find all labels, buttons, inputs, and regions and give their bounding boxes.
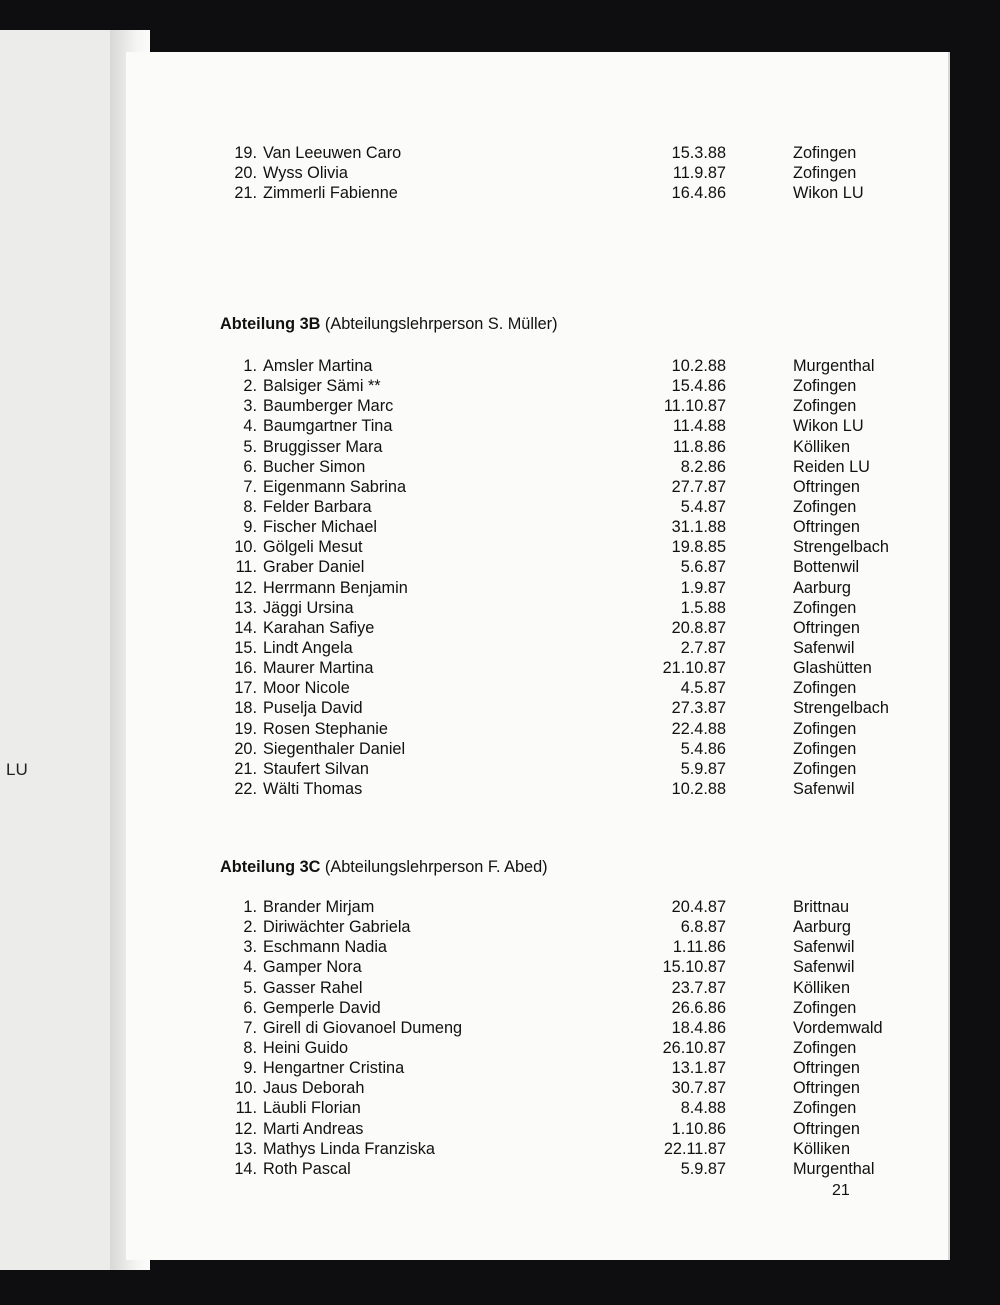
entry-place: Safenwil bbox=[793, 638, 855, 657]
entry-name: Bucher Simon bbox=[263, 457, 366, 476]
entry-number: 12. bbox=[234, 578, 257, 597]
entry-birthdate: 18.4.86 bbox=[671, 1018, 726, 1037]
entry-name: Wälti Thomas bbox=[263, 779, 363, 798]
entry-number: 14. bbox=[234, 618, 257, 637]
list-item bbox=[220, 619, 880, 639]
entry-number: 6. bbox=[243, 457, 257, 476]
entry-birthdate: 11.4.88 bbox=[672, 417, 726, 436]
section-title-3c-bold: Abteilung 3C bbox=[220, 858, 321, 876]
entry-number: 11. bbox=[235, 558, 257, 577]
entry-birthdate: 21.10.87 bbox=[662, 659, 726, 678]
right-page bbox=[126, 52, 948, 1260]
entry-birthdate: 27.7.87 bbox=[671, 477, 726, 496]
list-item bbox=[220, 1079, 880, 1099]
entry-place: Oftringen bbox=[793, 618, 860, 637]
entry-number: 20. bbox=[234, 739, 257, 758]
entry-number: 5. bbox=[243, 437, 257, 456]
entry-name: Maurer Martina bbox=[263, 659, 374, 678]
entry-name: Balsiger Sämi ** bbox=[263, 377, 381, 396]
list-item bbox=[220, 599, 880, 619]
entry-birthdate: 16.4.86 bbox=[671, 184, 726, 203]
entry-name: Puselja David bbox=[263, 699, 363, 718]
entry-place: Reiden LU bbox=[793, 457, 870, 476]
entry-birthdate: 31.1.88 bbox=[671, 518, 726, 537]
entry-birthdate: 1.11.86 bbox=[672, 938, 726, 957]
list-item bbox=[220, 478, 880, 498]
entry-birthdate: 20.4.87 bbox=[671, 898, 726, 916]
entry-place: Glashütten bbox=[793, 659, 872, 678]
entry-number: 10. bbox=[234, 538, 257, 557]
list-item bbox=[220, 1039, 880, 1059]
entry-number: 1. bbox=[243, 898, 257, 916]
entry-name: Heini Guido bbox=[263, 1038, 349, 1057]
entry-number: 18. bbox=[234, 699, 257, 718]
list-item bbox=[220, 1099, 880, 1119]
entry-place: Wikon LU bbox=[793, 417, 864, 436]
entry-number: 9. bbox=[243, 518, 257, 537]
list-item bbox=[220, 918, 880, 938]
entry-name: Eschmann Nadia bbox=[263, 938, 387, 957]
entry-birthdate: 15.3.88 bbox=[671, 144, 726, 162]
entry-birthdate: 5.6.87 bbox=[680, 558, 726, 577]
list-item bbox=[220, 898, 880, 918]
list-item bbox=[220, 377, 880, 397]
section-title-3b-bold: Abteilung 3B bbox=[220, 315, 321, 333]
entry-birthdate: 20.8.87 bbox=[671, 618, 726, 637]
entry-number: 13. bbox=[234, 1139, 257, 1158]
entry-name: Amsler Martina bbox=[263, 357, 373, 375]
entry-number: 11. bbox=[235, 1099, 257, 1118]
entry-name: Gölgeli Mesut bbox=[263, 538, 363, 557]
list-item bbox=[220, 357, 880, 377]
entry-place: Zofingen bbox=[793, 679, 857, 698]
entry-name: Karahan Safiye bbox=[263, 618, 375, 637]
entry-name: Roth Pascal bbox=[263, 1159, 351, 1178]
entry-place: Zofingen bbox=[793, 497, 857, 516]
entry-number: 8. bbox=[243, 1038, 257, 1057]
list-item bbox=[220, 760, 880, 780]
entry-name: Gasser Rahel bbox=[263, 978, 363, 997]
entry-birthdate: 15.4.86 bbox=[671, 377, 726, 396]
entry-place: Zofingen bbox=[793, 598, 857, 617]
entry-name: Bruggisser Mara bbox=[263, 437, 383, 456]
entry-place: Wikon LU bbox=[793, 184, 864, 203]
list-item bbox=[220, 679, 880, 699]
entry-birthdate: 5.9.87 bbox=[680, 759, 726, 778]
entry-birthdate: 1.10.86 bbox=[671, 1119, 726, 1138]
entry-number: 7. bbox=[243, 477, 257, 496]
entry-birthdate: 27.3.87 bbox=[671, 699, 726, 718]
list-item bbox=[220, 417, 880, 437]
entry-number: 6. bbox=[243, 998, 257, 1017]
entry-birthdate: 1.9.87 bbox=[680, 578, 726, 597]
entry-number: 21. bbox=[234, 759, 257, 778]
entry-name: Gemperle David bbox=[263, 998, 381, 1017]
continuation-list bbox=[220, 144, 880, 204]
list-item bbox=[220, 740, 880, 760]
list-item bbox=[220, 164, 880, 184]
section-title-3b bbox=[220, 315, 558, 334]
entry-number: 5. bbox=[243, 978, 257, 997]
entry-number: 12. bbox=[234, 1119, 257, 1138]
list-item bbox=[220, 999, 880, 1019]
section-3b-list bbox=[220, 357, 889, 800]
section-title-3c-rest: (Abteilungslehrperson F. Abed) bbox=[320, 858, 548, 876]
list-item bbox=[220, 558, 880, 578]
entry-name: Van Leeuwen Caro bbox=[263, 144, 402, 162]
entry-place: Vordemwald bbox=[793, 1018, 883, 1037]
entry-name: Herrmann Benjamin bbox=[263, 578, 408, 597]
entry-place: Bottenwil bbox=[793, 558, 860, 577]
entry-birthdate: 19.8.85 bbox=[671, 538, 726, 557]
entry-name: Jaus Deborah bbox=[263, 1079, 365, 1098]
entry-place: Zofingen bbox=[793, 164, 857, 183]
entry-name: Hengartner Cristina bbox=[263, 1059, 405, 1078]
entry-place: Oftringen bbox=[793, 1119, 860, 1138]
entry-place: Safenwil bbox=[793, 938, 855, 957]
entry-number: 4. bbox=[243, 958, 257, 977]
entry-birthdate: 8.2.86 bbox=[680, 457, 726, 476]
list-item bbox=[220, 184, 880, 204]
list-item bbox=[220, 1160, 880, 1180]
entry-number: 2. bbox=[243, 377, 257, 396]
list-item bbox=[220, 979, 880, 999]
entry-place: Kölliken bbox=[793, 978, 851, 997]
entry-number: 17. bbox=[234, 679, 257, 698]
list-item bbox=[220, 1120, 880, 1140]
entry-name: Zimmerli Fabienne bbox=[263, 184, 398, 203]
entry-name: Lindt Angela bbox=[263, 638, 353, 657]
entry-name: Moor Nicole bbox=[263, 679, 350, 698]
entry-place: Kölliken bbox=[793, 1139, 851, 1158]
entry-birthdate: 10.2.88 bbox=[671, 779, 726, 798]
entry-place: Murgenthal bbox=[793, 1159, 875, 1178]
entry-number: 15. bbox=[234, 638, 257, 657]
entry-place: Strengelbach bbox=[793, 538, 889, 557]
entry-name: Graber Daniel bbox=[263, 558, 365, 577]
entry-birthdate: 30.7.87 bbox=[671, 1079, 726, 1098]
list-item bbox=[220, 397, 880, 417]
entry-birthdate: 26.6.86 bbox=[671, 998, 726, 1017]
entry-birthdate: 5.4.87 bbox=[680, 497, 726, 516]
entry-name: Baumgartner Tina bbox=[263, 417, 393, 436]
entry-place: Safenwil bbox=[793, 958, 855, 977]
entry-birthdate: 26.10.87 bbox=[662, 1038, 726, 1057]
entry-place: Zofingen bbox=[793, 377, 857, 396]
entry-place: Zofingen bbox=[793, 144, 857, 162]
entry-name: Gamper Nora bbox=[263, 958, 362, 977]
entry-birthdate: 2.7.87 bbox=[680, 638, 726, 657]
entry-number: 1. bbox=[243, 357, 257, 375]
entry-place: Zofingen bbox=[793, 1099, 857, 1118]
entry-place: Zofingen bbox=[793, 1038, 857, 1057]
entry-birthdate: 23.7.87 bbox=[671, 978, 726, 997]
list-item bbox=[220, 1140, 880, 1160]
page-number: 21 bbox=[832, 1182, 850, 1199]
entry-number: 19. bbox=[234, 144, 257, 162]
entry-number: 21. bbox=[234, 184, 257, 203]
entry-birthdate: 8.4.88 bbox=[680, 1099, 726, 1118]
entry-birthdate: 15.10.87 bbox=[662, 958, 726, 977]
section-title-3c bbox=[220, 858, 548, 877]
entry-place: Strengelbach bbox=[793, 699, 889, 718]
entry-number: 10. bbox=[234, 1079, 257, 1098]
entry-number: 14. bbox=[234, 1159, 257, 1178]
entry-name: Baumberger Marc bbox=[263, 397, 394, 416]
entry-name: Jäggi Ursina bbox=[263, 598, 354, 617]
entry-name: Läubli Florian bbox=[263, 1099, 361, 1118]
entry-place: Safenwil bbox=[793, 779, 855, 798]
list-item bbox=[220, 579, 880, 599]
entry-name: Diriwächter Gabriela bbox=[263, 918, 411, 937]
entry-number: 8. bbox=[243, 497, 257, 516]
entry-name: Eigenmann Sabrina bbox=[263, 477, 407, 496]
entry-name: Felder Barbara bbox=[263, 497, 372, 516]
entry-number: 4. bbox=[243, 417, 257, 436]
entry-place: Oftringen bbox=[793, 518, 860, 537]
list-item bbox=[220, 720, 880, 740]
entry-birthdate: 5.4.86 bbox=[680, 739, 726, 758]
list-item bbox=[220, 938, 880, 958]
entry-number: 3. bbox=[243, 938, 257, 957]
entry-name: Marti Andreas bbox=[263, 1119, 364, 1138]
entry-number: 20. bbox=[234, 164, 257, 183]
list-item bbox=[220, 518, 880, 538]
entry-number: 2. bbox=[243, 918, 257, 937]
entry-birthdate: 22.4.88 bbox=[671, 719, 726, 738]
entry-name: Siegenthaler Daniel bbox=[263, 739, 406, 758]
list-item bbox=[220, 659, 880, 679]
entry-place: Aarburg bbox=[793, 578, 851, 597]
list-item bbox=[220, 458, 880, 478]
entry-place: Zofingen bbox=[793, 739, 857, 758]
entry-name: Girell di Giovanoel Dumeng bbox=[263, 1018, 463, 1037]
entry-name: Fischer Michael bbox=[263, 518, 378, 537]
entry-name: Wyss Olivia bbox=[263, 164, 348, 183]
list-item bbox=[220, 699, 889, 719]
entry-birthdate: 1.5.88 bbox=[680, 598, 726, 617]
entry-place: Zofingen bbox=[793, 397, 857, 416]
list-item bbox=[220, 498, 880, 518]
entry-name: Mathys Linda Franziska bbox=[263, 1139, 435, 1158]
entry-birthdate: 5.9.87 bbox=[680, 1159, 726, 1178]
entry-place: Oftringen bbox=[793, 1059, 860, 1078]
list-item bbox=[220, 958, 880, 978]
list-item bbox=[220, 639, 880, 659]
left-page-edge-text: LU bbox=[6, 760, 28, 779]
entry-birthdate: 11.9.87 bbox=[672, 164, 726, 183]
list-item bbox=[220, 438, 880, 458]
entry-place: Brittnau bbox=[793, 898, 850, 916]
entry-place: Aarburg bbox=[793, 918, 851, 937]
entry-number: 13. bbox=[234, 598, 257, 617]
entry-place: Zofingen bbox=[793, 759, 857, 778]
entry-number: 16. bbox=[234, 659, 257, 678]
list-item bbox=[220, 538, 889, 558]
entry-number: 19. bbox=[234, 719, 257, 738]
list-item bbox=[220, 1018, 883, 1039]
entry-place: Kölliken bbox=[793, 437, 851, 456]
entry-place: Zofingen bbox=[793, 719, 857, 738]
entry-name: Staufert Silvan bbox=[263, 759, 369, 778]
section-title-3b-rest: (Abteilungslehrperson S. Müller) bbox=[320, 315, 558, 333]
entry-birthdate: 22.11.87 bbox=[663, 1139, 726, 1158]
list-item bbox=[220, 1059, 880, 1079]
entry-number: 22. bbox=[234, 779, 257, 798]
entry-birthdate: 6.8.87 bbox=[680, 918, 726, 937]
entry-number: 9. bbox=[243, 1059, 257, 1078]
list-item bbox=[220, 780, 880, 800]
entry-place: Murgenthal bbox=[793, 357, 875, 375]
entry-name: Brander Mirjam bbox=[263, 898, 375, 916]
entry-name: Rosen Stephanie bbox=[263, 719, 388, 738]
entry-place: Zofingen bbox=[793, 998, 857, 1017]
entry-number: 3. bbox=[243, 397, 257, 416]
entry-number: 7. bbox=[243, 1018, 257, 1037]
entry-birthdate: 13.1.87 bbox=[671, 1059, 726, 1078]
entry-birthdate: 11.10.87 bbox=[663, 397, 726, 416]
list-item bbox=[220, 144, 880, 164]
entry-birthdate: 11.8.86 bbox=[672, 437, 726, 456]
entry-birthdate: 10.2.88 bbox=[671, 357, 726, 375]
entry-place: Oftringen bbox=[793, 1079, 860, 1098]
entry-place: Oftringen bbox=[793, 477, 860, 496]
section-3c-list bbox=[220, 898, 883, 1180]
entry-birthdate: 4.5.87 bbox=[680, 679, 726, 698]
